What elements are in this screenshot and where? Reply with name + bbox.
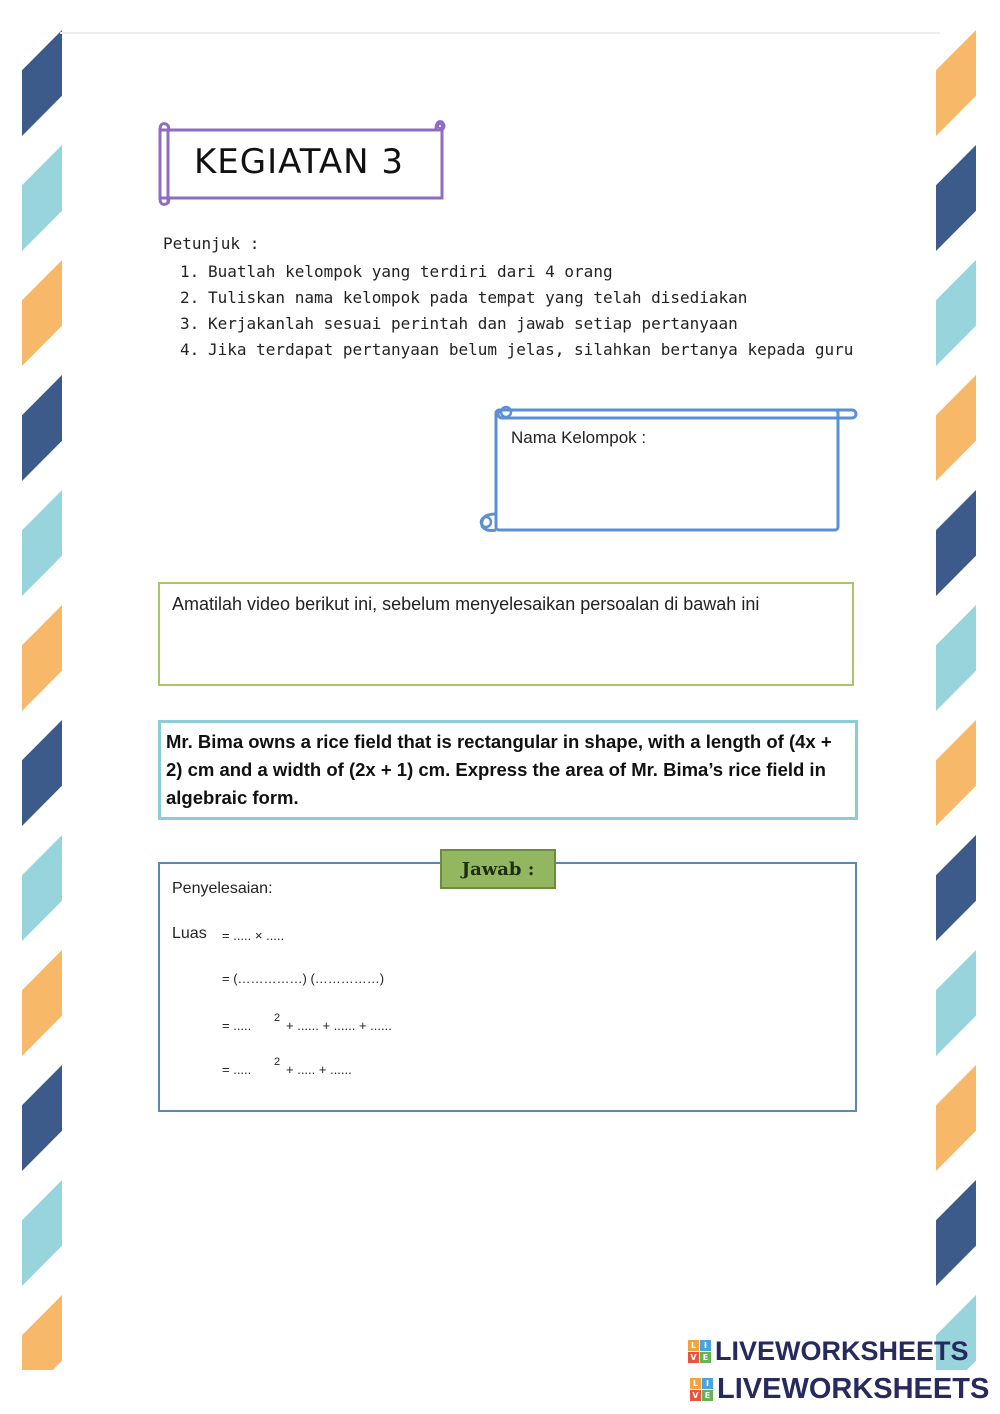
instruction-item — [180, 286, 880, 309]
left-border-stripes — [22, 30, 62, 1370]
instruction-number: 1. — [180, 262, 200, 281]
watermark-text: LIVEWORKSHEETS — [717, 1373, 990, 1405]
answer-line-1[interactable]: = ..... × ..... — [222, 928, 285, 943]
top-divider — [60, 32, 940, 34]
instruction-number: 3. — [180, 314, 200, 333]
area-label: Luas — [172, 925, 207, 942]
instruction-text: Buatlah kelompok yang terdiri dari 4 orang — [208, 262, 613, 281]
instruction-item — [180, 312, 880, 335]
exponent-line-3: 2 — [274, 1012, 281, 1024]
instructions-heading: Petunjuk : — [163, 234, 260, 253]
answer-line-4-rest[interactable]: + ..... + ...... — [286, 1062, 352, 1077]
right-border-stripes — [936, 30, 976, 1370]
answer-line-4[interactable]: = ..... — [222, 1062, 252, 1077]
answer-line-3-rest[interactable]: + ...... + ...... + ...... — [286, 1018, 392, 1033]
instruction-text: Jika terdapat pertanyaan belum jelas, silahkan bertanya kepada guru — [208, 340, 854, 359]
page-title: KEGIATAN 3 — [194, 142, 405, 182]
instruction-item — [180, 338, 880, 361]
instruction-number: 4. — [180, 340, 200, 359]
answer-tag: Jawab : — [440, 849, 556, 889]
instruction-number: 2. — [180, 288, 200, 307]
instruction-text: Kerjakanlah sesuai perintah dan jawab setiap pertanyaan — [208, 314, 738, 333]
instruction-text: Tuliskan nama kelompok pada tempat yang telah disediakan — [208, 288, 748, 307]
exponent-line-4: 2 — [274, 1056, 281, 1068]
video-note-text: Amatilah video berikut ini, sebelum menyelesaikan persoalan di bawah ini — [172, 594, 760, 614]
liveworksheets-watermark — [688, 1336, 969, 1367]
answer-box — [158, 862, 857, 1112]
answer-line-2[interactable]: = (……………) (……………) — [222, 971, 385, 986]
answer-line-3[interactable]: = ..... — [222, 1018, 252, 1033]
group-name-label: Nama Kelompok : — [511, 428, 647, 447]
solution-heading: Penyelesaian: — [172, 880, 273, 897]
instruction-item — [180, 260, 880, 283]
liveworksheets-logo-icon: L I V E — [690, 1378, 713, 1401]
watermark-text: LIVEWORKSHEETS — [715, 1336, 969, 1366]
problem-statement: Mr. Bima owns a rice field that is rectangular in shape, with a length of (4x + 2) cm and a width of (2x + 1) cm. Express the area of Mr. Bima’s rice field in algebraic form. — [166, 731, 832, 808]
liveworksheets-watermark — [690, 1373, 989, 1406]
liveworksheets-logo-icon: L I V E — [688, 1340, 711, 1363]
group-name-scroll — [478, 398, 860, 538]
